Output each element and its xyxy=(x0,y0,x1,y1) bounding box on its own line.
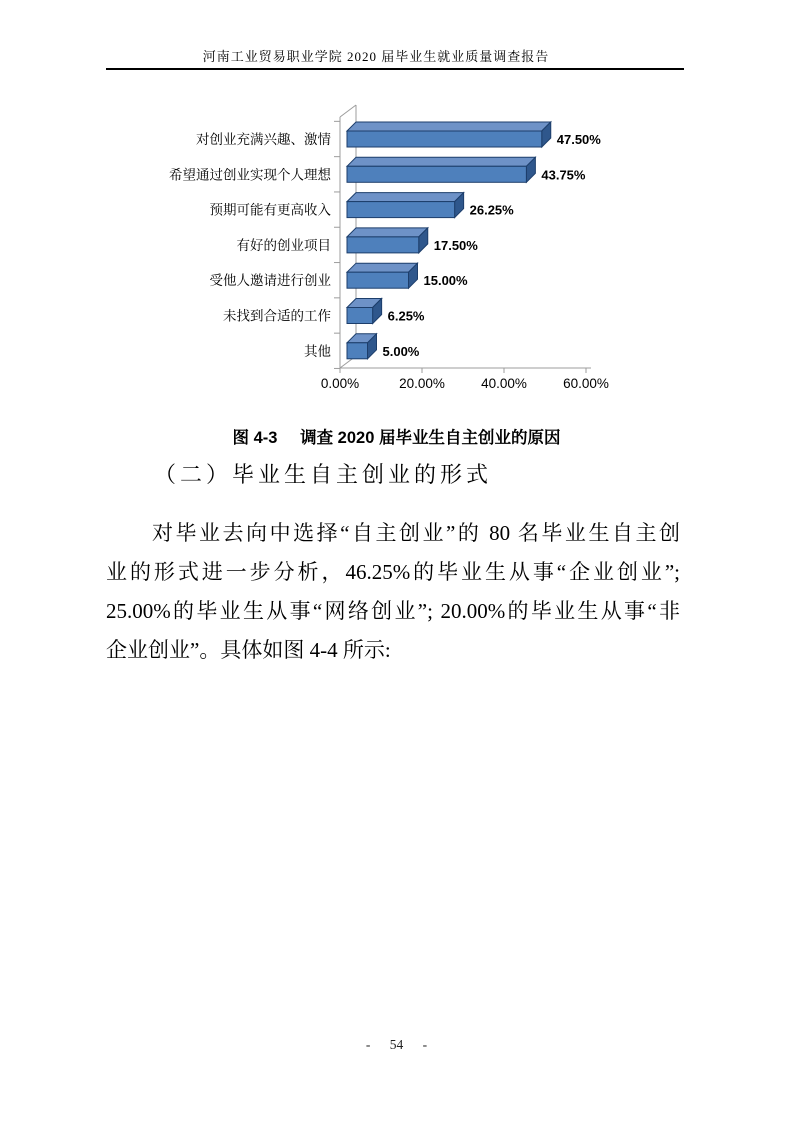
value-label: 6.25% xyxy=(387,308,425,324)
value-label: 5.00% xyxy=(382,343,420,359)
x-tick-label: 20.00% xyxy=(399,376,445,391)
bar xyxy=(347,308,373,324)
paragraph-line: 业的形式进一步分析，46.25%的毕业生从事“企业创业”; xyxy=(106,560,680,584)
category-label: 其他 xyxy=(304,343,331,359)
bar-top-face xyxy=(347,193,464,202)
value-label: 43.75% xyxy=(541,167,586,183)
category-label: 有好的创业项目 xyxy=(236,237,331,253)
category-label: 受他人邀请进行创业 xyxy=(209,273,331,289)
bar-chart-svg xyxy=(0,95,793,400)
bar xyxy=(347,166,526,182)
page-number: - 54 - xyxy=(365,1037,428,1052)
paragraph-line: 对毕业去向中选择“自主创业”的 80 名毕业生自主创 xyxy=(152,521,680,545)
x-tick-label: 0.00% xyxy=(320,376,360,391)
bar-top-face xyxy=(347,122,551,131)
page-header: 河南工业贸易职业学院 2020 届毕业生就业质量调查报告 xyxy=(202,49,550,64)
paragraph-line: 25.00%的毕业生从事“网络创业”; 20.00%的毕业生从事“非 xyxy=(106,599,680,623)
bar xyxy=(347,237,419,253)
bar xyxy=(347,272,409,288)
header-rule xyxy=(106,68,684,70)
bar xyxy=(347,202,455,218)
value-label: 15.00% xyxy=(423,273,468,289)
category-label: 希望通过创业实现个人理想 xyxy=(169,167,331,183)
body-paragraph xyxy=(106,514,680,670)
bar-top-face xyxy=(347,157,535,166)
bar-top-face xyxy=(347,263,418,272)
figure-caption-label: 图 4-3 xyxy=(232,429,278,447)
bar xyxy=(347,131,542,147)
bar-top-face xyxy=(347,228,428,237)
section-heading: （二）毕业生自主创业的形式 xyxy=(154,462,493,487)
top-depth-line xyxy=(340,105,356,117)
category-label: 预期可能有更高收入 xyxy=(209,202,331,218)
value-label: 47.50% xyxy=(556,132,601,147)
x-tick-label: 60.00% xyxy=(563,376,609,391)
value-label: 17.50% xyxy=(433,237,478,253)
figure-caption-title: 调查 2020 届毕业生自主创业的原因 xyxy=(300,429,561,447)
value-label: 26.25% xyxy=(469,202,514,218)
paragraph-line: 企业创业”。具体如图 4-4 所示: xyxy=(106,638,391,662)
bar xyxy=(347,343,368,359)
category-label: 未找到合适的工作 xyxy=(223,308,331,324)
category-label: 对创业充满兴趣、激情 xyxy=(196,132,331,147)
figure-caption xyxy=(0,424,793,448)
chart-figure xyxy=(0,95,793,400)
x-tick-label: 40.00% xyxy=(481,376,527,391)
